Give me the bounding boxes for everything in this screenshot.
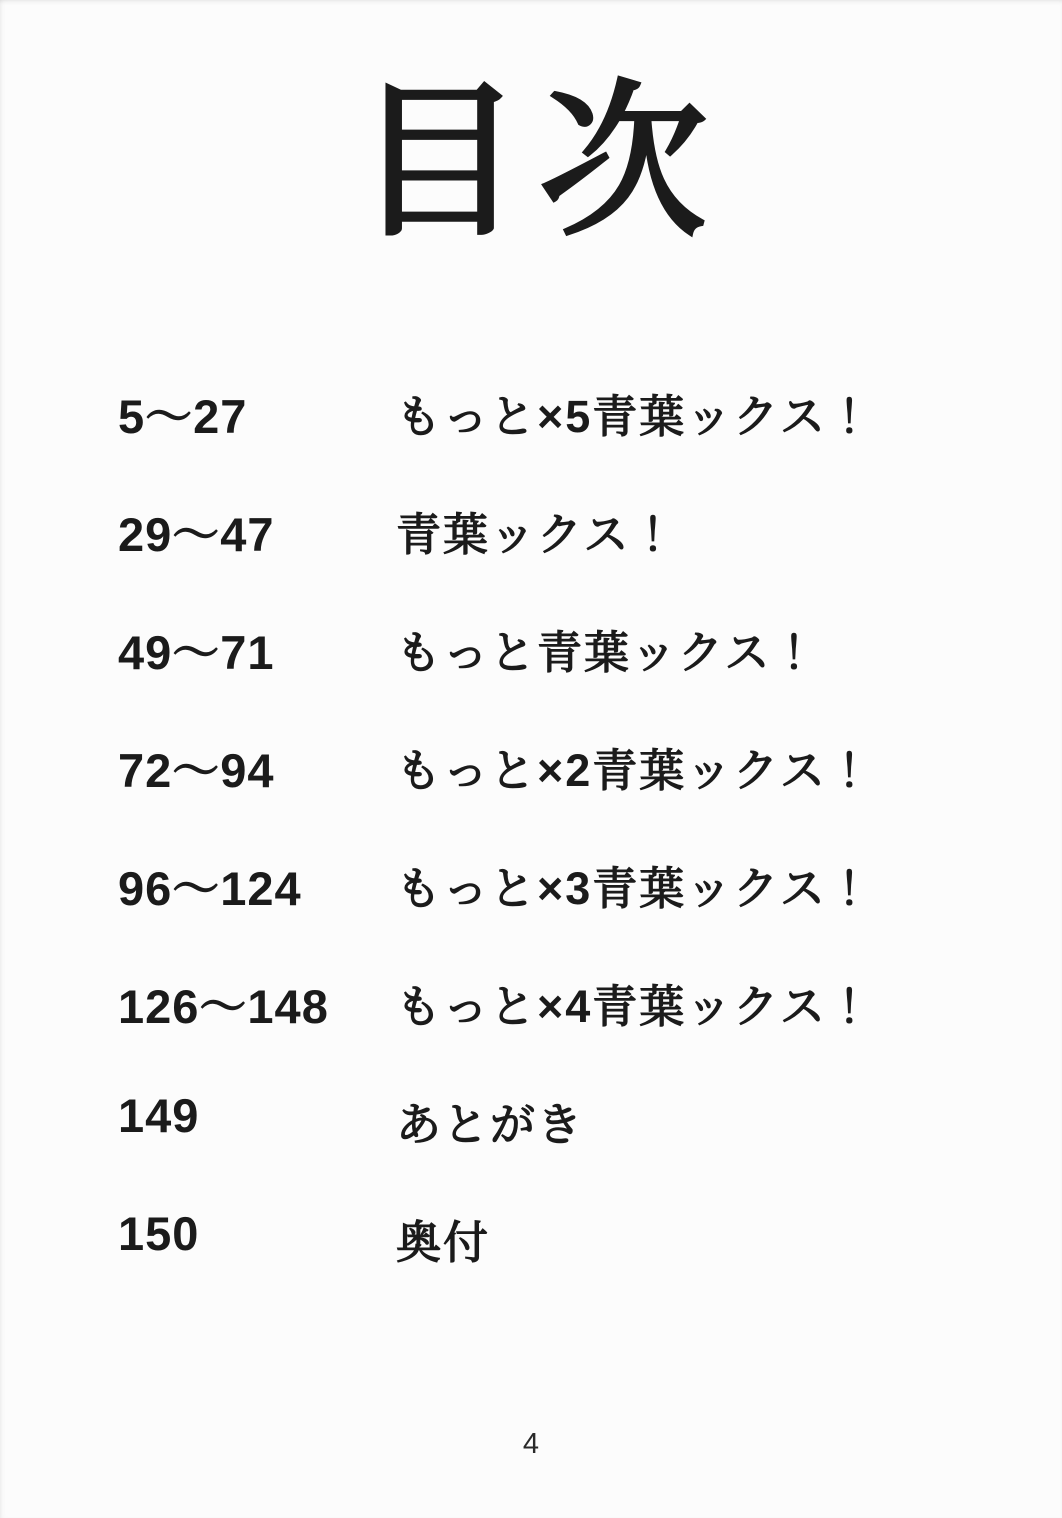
toc-entry-title: 青葉ックス！ [396, 509, 678, 560]
toc-entry-title: もっと×5青葉ックス！ [396, 391, 874, 442]
toc-entry-title: 奥付 [396, 1217, 491, 1268]
toc-entry-pages: 29〜47 [118, 508, 275, 561]
toc-entry-title: もっと×3青葉ックス！ [396, 863, 874, 914]
toc-entry [118, 498, 1022, 616]
toc-entry-title: もっと青葉ックス！ [396, 627, 819, 678]
toc-entry-pages: 150 [118, 1207, 200, 1260]
toc-entry-pages: 72〜94 [118, 744, 275, 797]
toc-entry-pages: 126〜148 [118, 980, 329, 1033]
toc-entry [118, 380, 1022, 498]
toc-entry [118, 616, 1022, 734]
toc-entry [118, 734, 1022, 852]
toc-entry-title: あとがき [396, 1099, 585, 1150]
toc-entry-pages: 149 [118, 1089, 200, 1142]
toc-entry-pages: 49〜71 [118, 626, 275, 679]
toc-entry-title: もっと×2青葉ックス！ [396, 745, 874, 796]
toc-list [118, 380, 1022, 1324]
toc-entry [118, 1206, 1022, 1324]
toc-entry-title: もっと×4青葉ックス！ [396, 981, 874, 1032]
toc-entry [118, 1088, 1022, 1206]
toc-entry [118, 852, 1022, 970]
page-title: 目次 [355, 68, 723, 256]
page-number: 4 [522, 1428, 540, 1460]
toc-entry [118, 970, 1022, 1088]
toc-entry-pages: 96〜124 [118, 862, 302, 915]
toc-entry-pages: 5〜27 [118, 390, 248, 443]
